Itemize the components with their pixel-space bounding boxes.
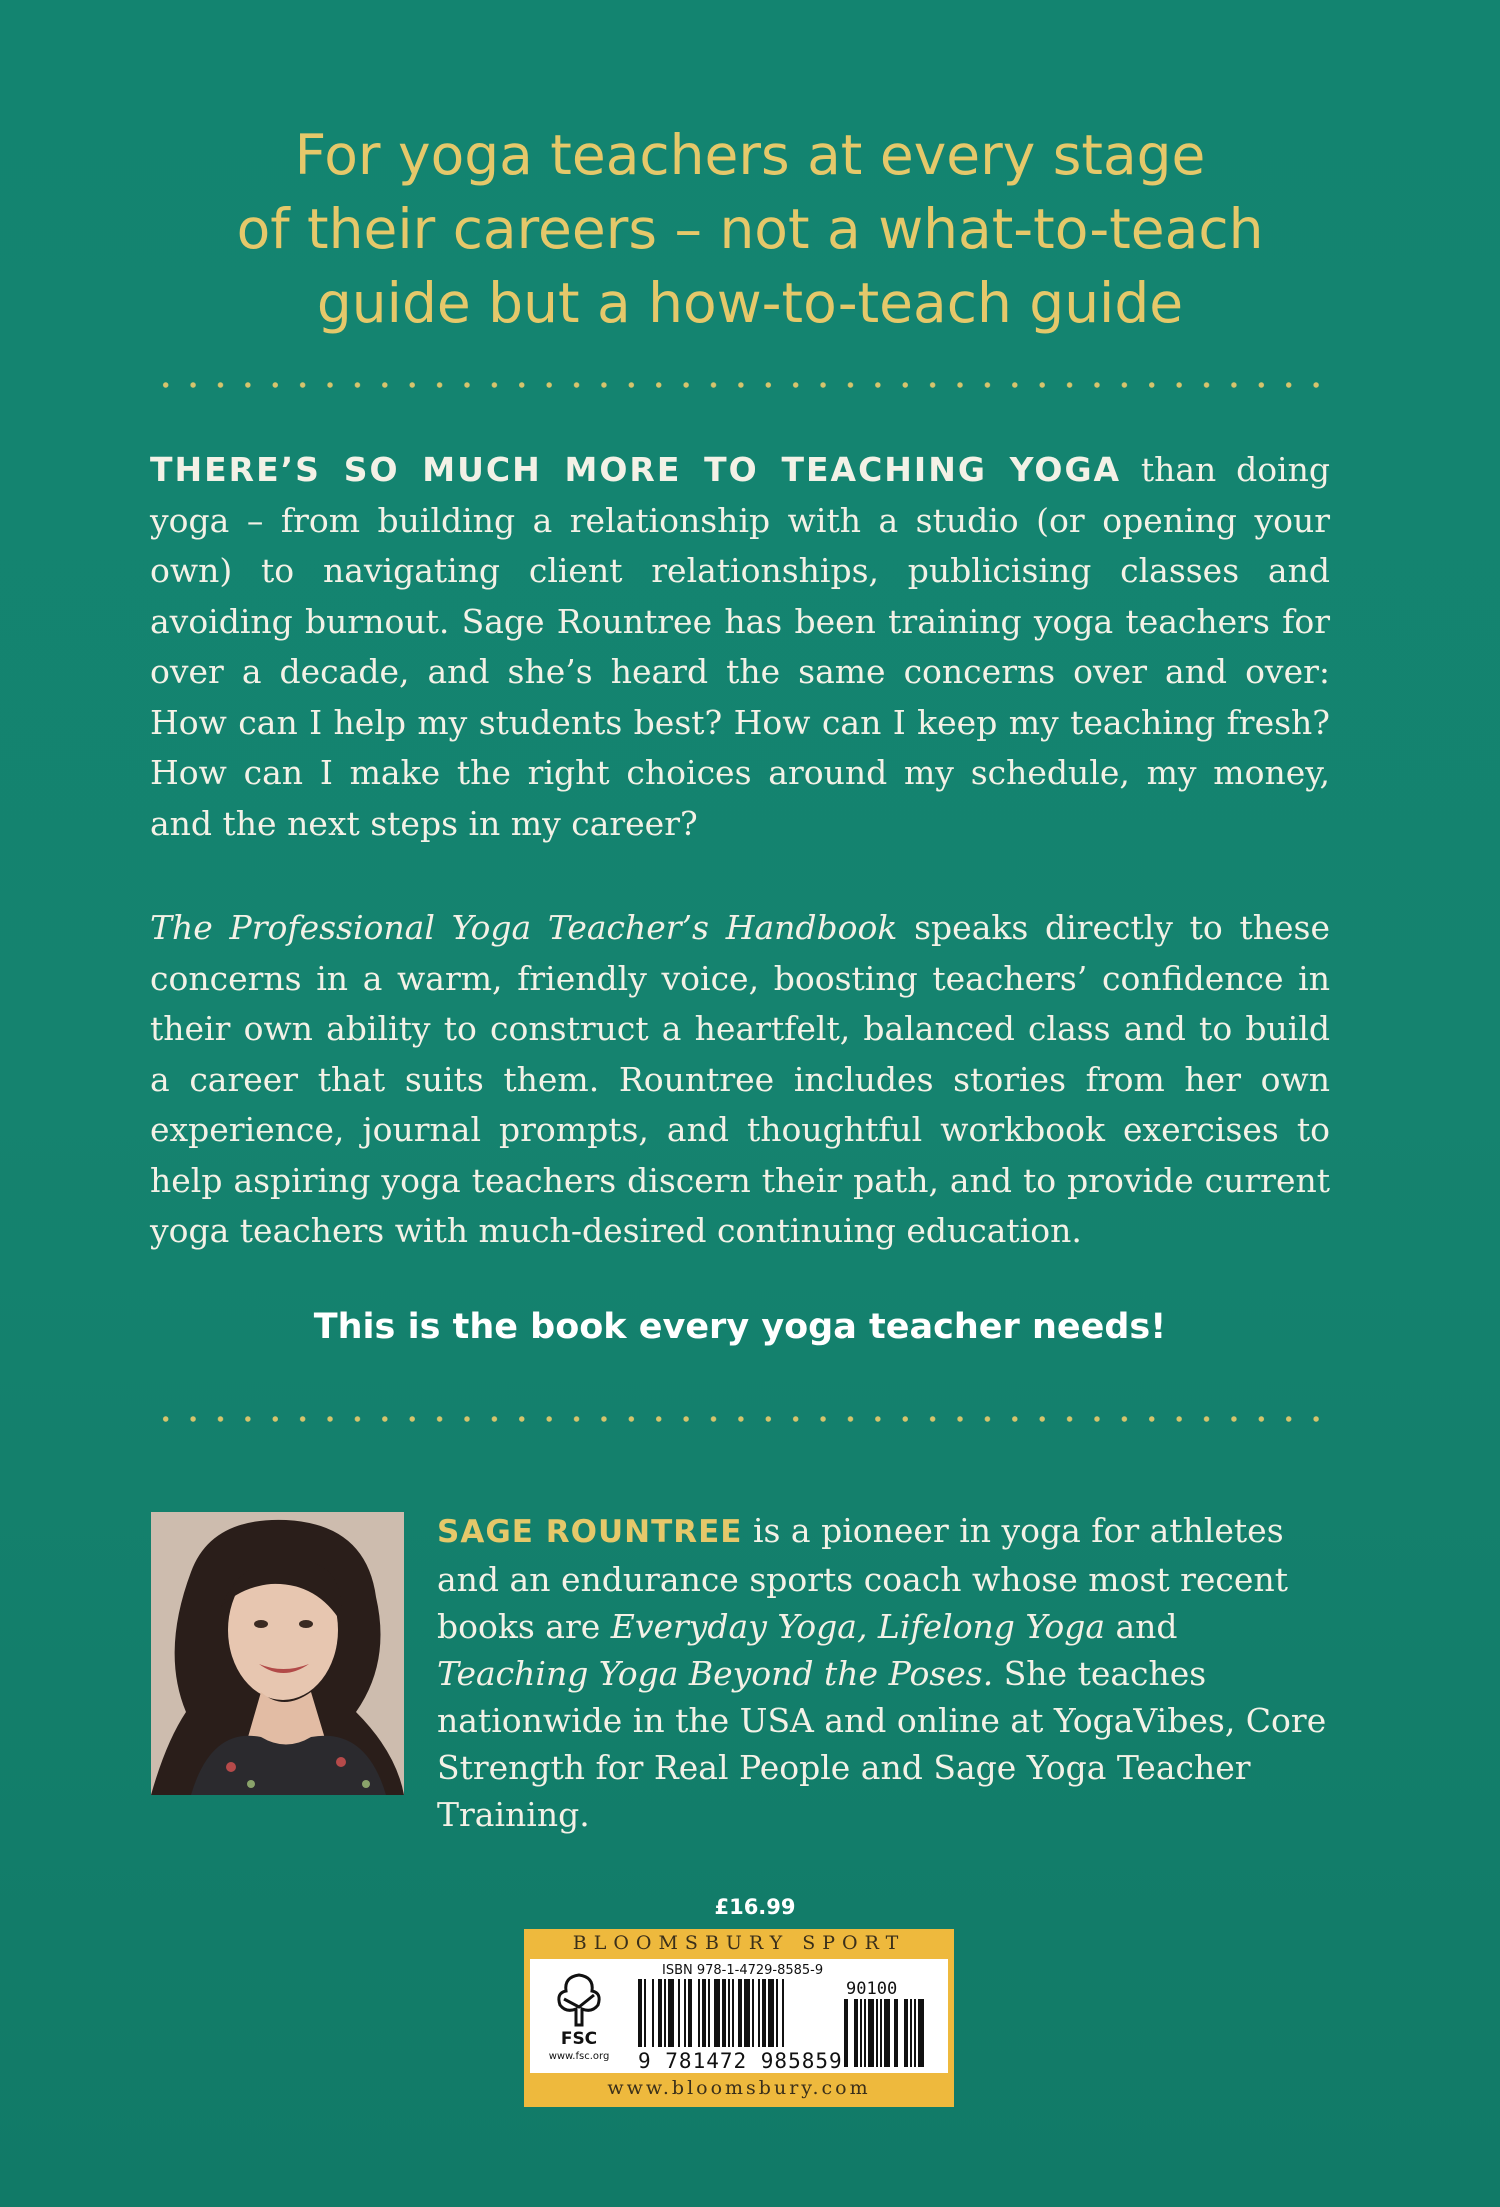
dotted-divider-bottom: [152, 1413, 1332, 1425]
blurb-lead-heading: THERE’S SO MUCH MORE TO TEACHING YOGA: [150, 450, 1122, 489]
barcode-bar: [752, 1979, 754, 2047]
barcode-bar: [644, 1979, 646, 2047]
fsc-label: FSC: [560, 2029, 598, 2049]
barcode-bar: [728, 1979, 730, 2047]
book-title: The Professional Yoga Teacher’s Handbook: [150, 908, 898, 947]
fsc-url: www.fsc.org: [548, 2051, 610, 2062]
barcode-bar: [722, 1979, 726, 2047]
addon-bar: [918, 1999, 924, 2067]
barcode-bar: [708, 1979, 710, 2047]
addon-bar: [864, 1999, 866, 2067]
barcode-bar: [758, 1979, 760, 2047]
author-book-2: Teaching Yoga Beyond the Poses.: [437, 1654, 994, 1693]
tagline: [150, 118, 1350, 340]
barcode-bar: [638, 1979, 642, 2047]
barcode-bar: [678, 1979, 680, 2047]
price: £16.99: [714, 1895, 796, 1919]
addon-bar: [884, 1999, 890, 2067]
author-book-1: Everyday Yoga, Lifelong Yoga: [610, 1607, 1106, 1646]
author-name: SAGE ROUNTREE: [437, 1514, 743, 1550]
barcode-bar: [684, 1979, 686, 2047]
barcode-bar: [782, 1979, 784, 2047]
barcode-bar: [652, 1979, 654, 2047]
addon-bar: [868, 1999, 874, 2067]
barcode-bar: [768, 1979, 774, 2047]
barcode-bar: [714, 1979, 720, 2047]
price-addon-number: 90100: [846, 1979, 898, 1999]
barcode-panel: [524, 1929, 954, 2107]
addon-bar: [904, 1999, 908, 2067]
dotted-divider-top: [152, 379, 1332, 391]
tagline-line-1: For yoga teachers at every stage: [294, 123, 1206, 187]
addon-bar: [844, 1999, 848, 2067]
barcode-bar: [762, 1979, 766, 2047]
addon-bar: [854, 1999, 858, 2067]
author-portrait-illustration: [151, 1512, 404, 1795]
author-bio-text-1: is a pioneer in yoga for athletes and an endurance sports coach whose most recent books are: [437, 1511, 1288, 1646]
blurb-paragraph-2: [150, 903, 1330, 1257]
ean-number: 9 781472 985859: [638, 2049, 843, 2073]
barcode-bar: [744, 1979, 750, 2047]
barcode-bar: [738, 1979, 742, 2047]
addon-bar: [910, 1999, 912, 2067]
addon-bar: [894, 1999, 898, 2067]
tagline-line-3: guide but a how-to-teach guide: [316, 271, 1184, 335]
barcode-bar: [664, 1979, 666, 2047]
author-bio-text-2: She teaches nationwide in the USA and online at YogaVibes, Core Strength for Real People and Sage Yoga Teacher Training.: [437, 1654, 1327, 1834]
callout-line: This is the book every yoga teacher needs!: [313, 1307, 1167, 1347]
blurb-paragraph-1: [150, 445, 1330, 849]
isbn-number: ISBN 978-1-4729-8585-9: [662, 1963, 824, 1978]
barcode-bar: [702, 1979, 706, 2047]
publisher-imprint: BLOOMSBURY SPORT: [572, 1932, 906, 1954]
barcode-bar: [658, 1979, 662, 2047]
addon-bar: [914, 1999, 916, 2067]
barcode-bar: [776, 1979, 778, 2047]
author-bio-and: and: [1105, 1607, 1178, 1646]
barcode-bar: [732, 1979, 734, 2047]
barcode-bar: [668, 1979, 674, 2047]
addon-bar: [880, 1999, 882, 2067]
addon-bar: [876, 1999, 878, 2067]
blurb-paragraph-1-text: than doing yoga – from building a relationship with a studio (or opening your own) to navigating client relationships, publicising classes and avoiding burnout. Sage Rountree has been training yoga teachers for over a decade, and she’s heard the same concerns over and over: How can I help my students best? How can I keep my teaching fresh? How can I make the right choices around my schedule, my money, and the next steps in my career?: [150, 450, 1330, 843]
author-bio: [437, 1507, 1337, 1838]
tagline-line-2: of their careers – not a what-to-teach: [236, 197, 1264, 261]
blurb-paragraph-2-text: speaks directly to these concerns in a warm, friendly voice, boosting teachers’ confidence in their own ability to construct a heartfelt, balanced class and to build a career that suits them. Rountree includes stories from her own experience, journal prompts, and thoughtful workbook exercises to help aspiring yoga teachers discern their path, and to provide current yoga teachers with much-desired continuing education.: [150, 908, 1330, 1250]
barcode-bar: [698, 1979, 700, 2047]
publisher-website: www.bloomsbury.com: [607, 2077, 871, 2099]
author-photo: [151, 1512, 404, 1795]
barcode-inner: [530, 1959, 948, 2073]
addon-bar: [860, 1999, 862, 2067]
barcode-bar: [688, 1979, 692, 2047]
